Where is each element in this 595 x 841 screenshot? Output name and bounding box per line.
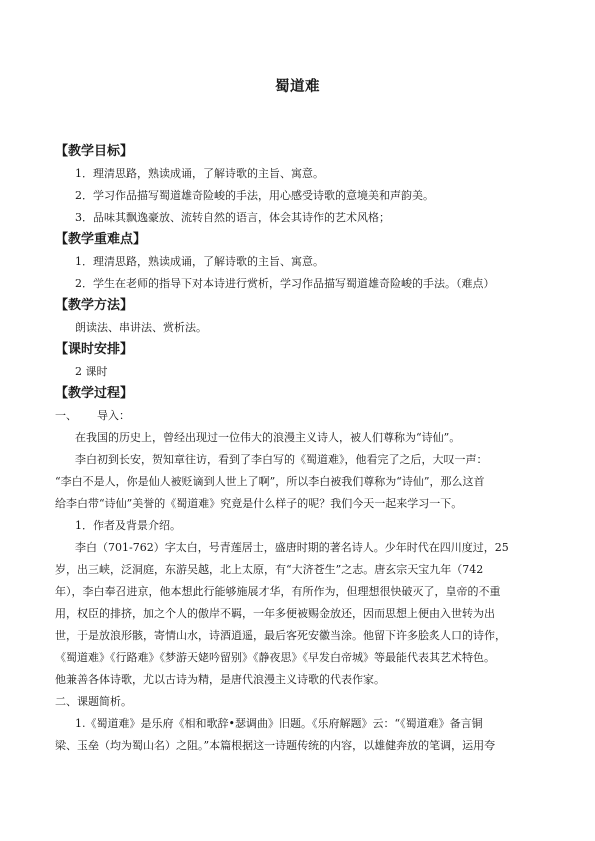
section-heading-methods: 【教学方法】 [55, 298, 134, 313]
bio-paragraph-line: 李白（701-762）字太白，号青莲居士，盛唐时期的著名诗人。少年时代在四川度过，25 [75, 541, 509, 554]
process-part-2: 二、课题简析。 [55, 695, 132, 708]
part-label: 导入： [97, 409, 130, 422]
schedule-text: 2 课时 [75, 365, 108, 378]
section-heading-goals: 【教学目标】 [55, 144, 134, 159]
bio-paragraph-line: 世，于是放浪形骸，寄情山水，诗酒逍遥，最后客死安徽当涂。他留下许多脍炙人口的诗作， [55, 629, 506, 642]
key-point-item: 1．理清思路，熟读成诵，了解诗歌的主旨、寓意。 [75, 255, 324, 268]
intro-paragraph-line: 给李白带“诗仙”美誉的《蜀道难》究竟是什么样子的呢？我们今天一起来学习一下。 [55, 497, 463, 510]
goal-item: 3．品味其飘逸豪放、流转自然的语言，体会其诗作的艺术风格； [75, 211, 390, 224]
section-heading-key-points: 【教学重难点】 [55, 232, 147, 247]
goal-item: 1．理清思路，熟读成诵，了解诗歌的主旨、寓意。 [75, 167, 324, 180]
intro-paragraph-line: “李白不是人，你是仙人被贬谪到人世上了啊”，所以李白被我们尊称为“诗仙”，那么这首 [55, 475, 485, 488]
bio-paragraph-line: 岁，出三峡，泛洞庭，东游吴越，北上太原，有“大济苍生”之志。唐玄宗天宝九年（742 [55, 563, 484, 576]
bio-paragraph-line: 年），李白奉召进京，他本想此行能够施展才华，有所作为，但理想很快破灭了，皇帝的不重 [55, 585, 501, 598]
analysis-paragraph-line: 梁、玉垒（均为蜀山名）之阻。”本篇根据这一诗题传统的内容，以雄健奔放的笔调，运用夸 [55, 739, 496, 752]
goal-item: 2．学习作品描写蜀道雄奇险峻的手法，用心感受诗歌的意境美和声韵美。 [75, 189, 434, 202]
bio-paragraph-line: 他兼善各体诗歌，尤以古诗为精，是唐代浪漫主义诗歌的代表作家。 [55, 673, 385, 686]
intro-paragraph-line: 李白初到长安，贺知章往访，看到了李白写的《蜀道难》，他看完了之后，大叹一声： [75, 453, 488, 466]
section-heading-process: 【教学过程】 [55, 386, 134, 401]
page-title: 蜀道难 [275, 79, 320, 95]
section-heading-schedule: 【课时安排】 [55, 342, 134, 357]
part-number: 一、 [55, 409, 77, 422]
methods-text: 朗读法、串讲法、赏析法。 [75, 321, 207, 334]
bio-paragraph-line: 《蜀道难》《行路难》《梦游天姥吟留别》《静夜思》《早发白帝城》等最能代表其艺术特色。 [55, 651, 495, 664]
analysis-paragraph-line: 1.《蜀道难》是乐府《相和歌辞•瑟调曲》旧题。《乐府解题》云：“《蜀道难》备言铜 [75, 717, 483, 730]
intro-paragraph-line: 在我国的历史上，曾经出现过一位伟大的浪漫主义诗人，被人们尊称为“诗仙”。 [75, 431, 461, 444]
subheading-author-background: 1．作者及背景介绍。 [75, 519, 181, 532]
key-point-item: 2．学生在老师的指导下对本诗进行赏析，学习作品描写蜀道雄奇险峻的手法。（难点） [75, 277, 495, 290]
process-part-1 [55, 409, 130, 423]
bio-paragraph-line: 用，权臣的排挤，加之个人的傲岸不羁，一年多便被赐金放还，因而思想上便由入世转为出 [55, 607, 495, 620]
